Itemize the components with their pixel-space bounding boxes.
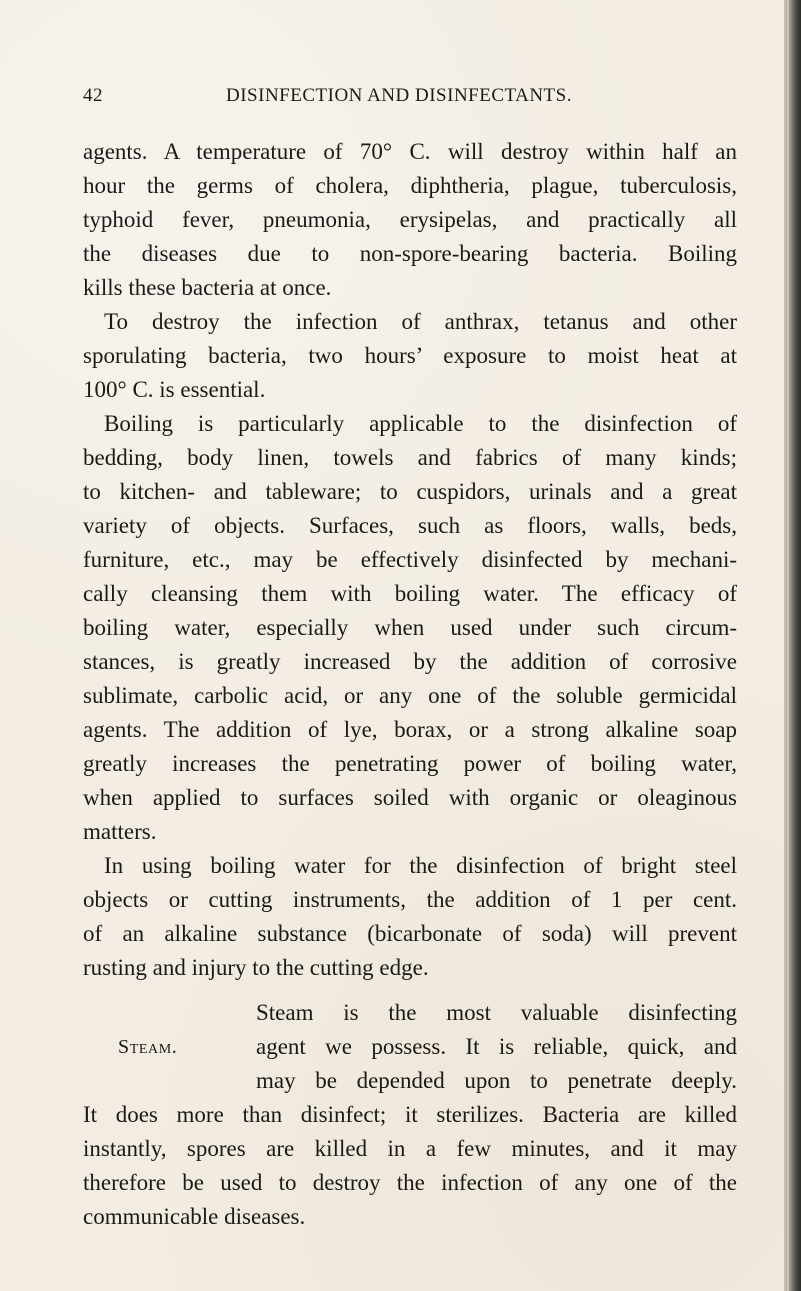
paragraph-line: sporulating bacteria, two hours’ exposure to moist heat at <box>83 343 737 368</box>
paragraph-line: boiling water, especially when used under such circum- <box>83 615 737 640</box>
paragraph-line: 100° C. is essential. <box>83 377 266 402</box>
paragraph-line: therefore be used to destroy the infection of any one of the <box>83 1170 737 1195</box>
paragraph-line: agents. The addition of lye, borax, or a strong alkaline soap <box>83 717 737 742</box>
paragraph-line: communicable diseases. <box>83 1204 306 1229</box>
page-edge-binding <box>784 0 801 1291</box>
paragraph-line: typhoid fever, pneumonia, erysipelas, and practically all <box>83 207 737 232</box>
steam-indented-line: Steam is the most valuable disinfecting <box>256 1000 737 1025</box>
paragraph-line: cally cleansing them with boiling water. The efficacy of <box>83 581 737 606</box>
paragraph-line: stances, is greatly increased by the addition of corrosive <box>83 649 737 674</box>
paragraph-line: bedding, body linen, towels and fabrics of many kinds; <box>83 445 737 470</box>
paragraph-line: Boiling is particularly applicable to the disinfection of <box>104 411 737 436</box>
paragraph-line: In using boiling water for the disinfection of bright steel <box>104 853 737 878</box>
page-header <box>83 85 737 113</box>
paragraph-line: greatly increases the penetrating power of boiling water, <box>83 751 737 776</box>
paragraph-line: kills these bacteria at once. <box>83 275 332 300</box>
paragraph-line: rusting and injury to the cutting edge. <box>83 955 429 980</box>
paragraph-line: furniture, etc., may be effectively disinfected by mechani- <box>83 547 737 572</box>
side-heading-steam: Steam. <box>118 1036 178 1058</box>
paragraph-line: variety of objects. Surfaces, such as floors, walls, beds, <box>83 513 737 538</box>
running-title: DISINFECTION AND DISINFECTANTS. <box>226 85 572 106</box>
paragraph-line: matters. <box>83 819 157 844</box>
paragraph-line: the diseases due to non-spore-bearing bacteria. Boiling <box>83 241 737 266</box>
paragraph-line: to kitchen- and tableware; to cuspidors, urinals and a great <box>83 479 737 504</box>
paragraph-line: instantly, spores are killed in a few minutes, and it may <box>83 1136 737 1161</box>
page-number: 42 <box>83 85 103 106</box>
paragraph-line: objects or cutting instruments, the addition of 1 per cent. <box>83 887 737 912</box>
paragraph-line: sublimate, carbolic acid, or any one of the soluble germicidal <box>83 683 737 708</box>
paragraph-line: agents. A temperature of 70° C. will destroy within half an <box>83 139 737 164</box>
paragraph-line: hour the germs of cholera, diphtheria, plague, tuberculosis, <box>83 173 737 198</box>
steam-indented-line: may be depended upon to penetrate deeply. <box>256 1068 737 1093</box>
paragraph-line: of an alkaline substance (bicarbonate of soda) will prevent <box>83 921 737 946</box>
steam-indented-line: agent we possess. It is reliable, quick, and <box>256 1034 737 1059</box>
paragraph-line: when applied to surfaces soiled with organic or oleaginous <box>83 785 737 810</box>
paragraph-line: It does more than disinfect; it sterilizes. Bacteria are killed <box>83 1102 737 1127</box>
paragraph-line: To destroy the infection of anthrax, tetanus and other <box>104 309 737 334</box>
